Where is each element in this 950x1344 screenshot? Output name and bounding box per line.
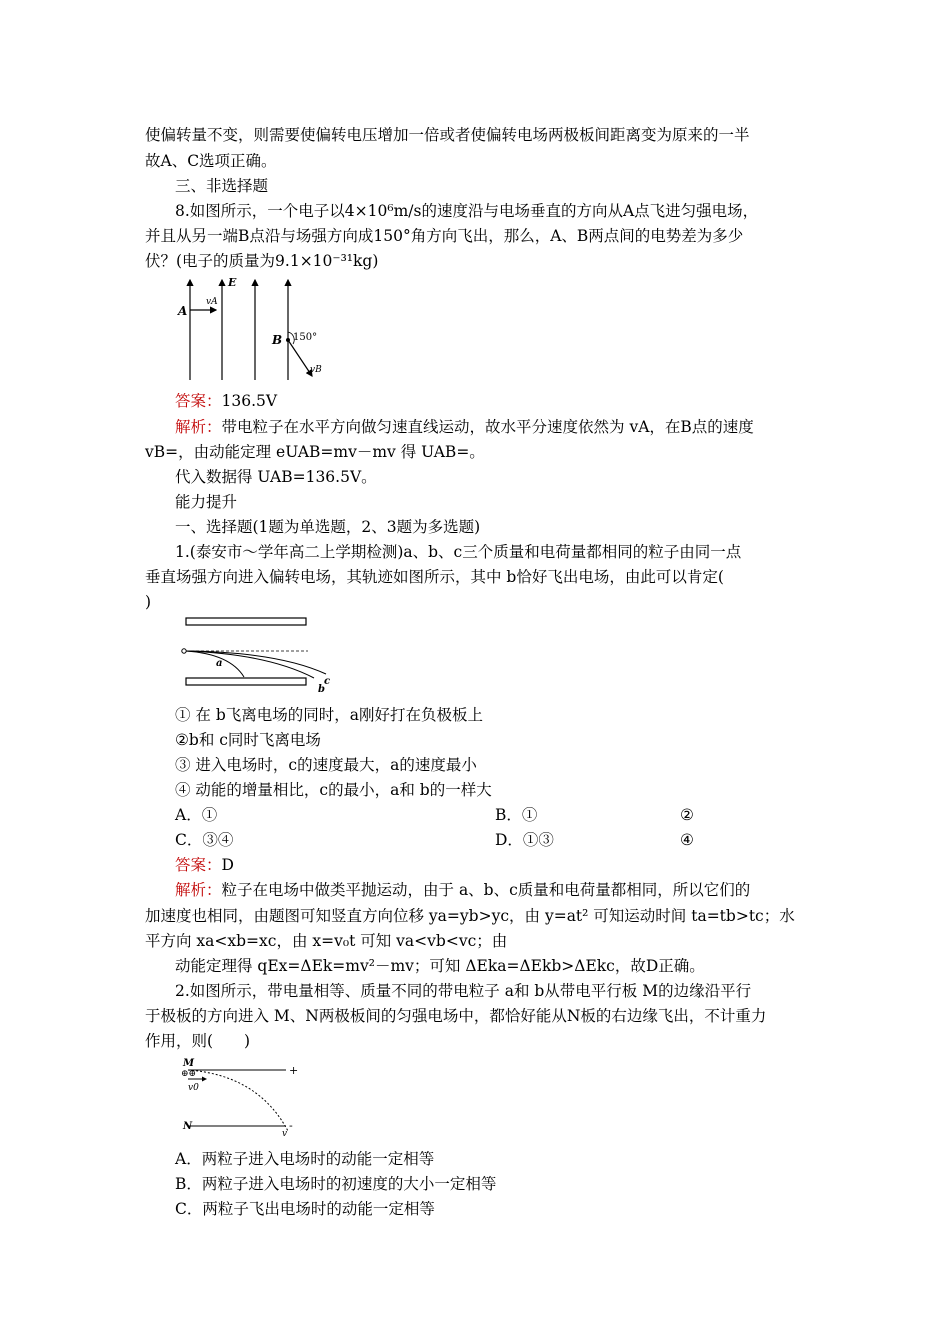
- question-8-line: 伏？(电子的质量为9.1×10⁻³¹kg): [145, 252, 379, 270]
- text-line: 使偏转量不变，则需要使偏转电压增加一倍或者使偏转电场两极板间距离变为原来的一半: [145, 126, 750, 144]
- analysis-label: 解析：: [175, 881, 222, 899]
- option-b: B．①: [495, 806, 538, 824]
- question-2-line: 于极板的方向进入 M、N两极板间的匀强电场中，都恰好能从N板的右边缘飞出，不计重力: [145, 1007, 767, 1025]
- velocity-a-label: vA: [206, 297, 218, 307]
- plate-m-label: M: [183, 1058, 195, 1069]
- angle-label: 150°: [293, 332, 318, 343]
- option-c: C．③④: [175, 831, 234, 849]
- charges-label: ⊕⊕: [181, 1069, 197, 1079]
- negative-terminal: -: [289, 1119, 293, 1132]
- question-1-line: 垂直场强方向进入偏转电场，其轨迹如图所示，其中 b恰好飞出电场，由此可以肯定(: [145, 568, 724, 586]
- option-a: A．①: [175, 806, 218, 824]
- question-2-line: 作用，则( ): [145, 1032, 251, 1050]
- question-1-line: 1.(泰安市～学年高二上学期检测)a、b、c三个质量和电荷量都相同的粒子由同一点: [175, 543, 742, 561]
- option-b-extra: ②: [680, 806, 694, 824]
- statement-item: ④ 动能的增量相比，c的最小，a和 b的一样大: [175, 781, 492, 799]
- statement-item: ③ 进入电场时，c的速度最大，a的速度最小: [175, 756, 477, 774]
- analysis-label: 解析：: [175, 418, 222, 436]
- answer-label: 答案：: [175, 392, 222, 410]
- analysis-line: 平方向 xa<xb=xc，由 x=v₀t 可知 va<vb<vc；由: [145, 932, 508, 950]
- answer-value: 136.5V: [221, 392, 278, 410]
- question-8-line: 并且从另一端B点沿与场强方向成150°角方向飞出，那么，A、B两点间的电势差为多少: [145, 227, 744, 245]
- option-a: A．两粒子进入电场时的动能一定相等: [175, 1150, 435, 1168]
- answer-line: [175, 854, 234, 876]
- analysis-line: [175, 879, 750, 901]
- trajectory-a-label: a: [216, 658, 223, 669]
- analysis-line: [175, 416, 754, 438]
- section-heading: 一、选择题(1题为单选题，2、3题为多选题): [175, 518, 481, 536]
- initial-velocity-label: v0: [188, 1083, 199, 1093]
- deflection-plates-figure: [178, 614, 338, 696]
- option-d: D．①③: [495, 831, 554, 849]
- option-b: B．两粒子进入电场时的初速度的大小一定相等: [175, 1175, 497, 1193]
- question-1-line: ): [145, 593, 152, 611]
- option-c: C．两粒子飞出电场时的动能一定相等: [175, 1200, 435, 1218]
- analysis-text: 带电粒子在水平方向做匀速直线运动，故水平分速度依然为 vA，在B点的速度: [221, 418, 754, 436]
- answer-value: D: [221, 856, 234, 874]
- analysis-line: vB=，由动能定理 eUAB=mv－mv 得 UAB=。: [145, 443, 485, 461]
- plate-n-label: N: [183, 1121, 193, 1132]
- section-heading: 能力提升: [175, 493, 238, 511]
- parallel-plates-figure: [178, 1055, 318, 1137]
- analysis-text: 粒子在电场中做类平抛运动，由于 a、b、c质量和电荷量都相同，所以它们的: [221, 881, 751, 899]
- section-heading: 三、非选择题: [175, 177, 269, 195]
- answer-label: 答案：: [175, 856, 222, 874]
- option-d-extra: ④: [680, 831, 694, 849]
- question-2-line: 2.如图所示，带电量相等、质量不同的带电粒子 a和 b从带电平行板 M的边缘沿平行: [175, 982, 752, 1000]
- analysis-line: 加速度也相同，由题图可知竖直方向位移 ya=yb>yc，由 y=at² 可知运动时间 ta=tb>tc；水: [145, 907, 795, 925]
- text-line: 故A、C选项正确。: [145, 152, 277, 170]
- velocity-b-label: vB: [310, 365, 322, 375]
- analysis-line: 动能定理得 qEx=ΔEk=mv²－mv；可知 ΔEka=ΔEkb>ΔEkc，故D正确。: [175, 957, 705, 975]
- positive-terminal: +: [289, 1064, 299, 1077]
- statement-item: ②b和 c同时飞离电场: [175, 731, 321, 749]
- trajectory-b-label: b: [318, 684, 325, 695]
- question-8-line: 8.如图所示，一个电子以4×10⁶m/s的速度沿与电场垂直的方向从A点飞进匀强电场，: [175, 202, 759, 220]
- trajectory-c-label: c: [324, 676, 331, 687]
- field-e-label: E: [228, 276, 237, 289]
- analysis-line: 代入数据得 UAB=136.5V。: [175, 468, 377, 486]
- point-a-label: A: [178, 304, 188, 318]
- statement-item: ① 在 b飞离电场的同时，a刚好打在负极板上: [175, 706, 484, 724]
- answer-line: [175, 390, 277, 412]
- electric-field-figure: [172, 272, 332, 384]
- exit-velocity-label: v: [282, 1129, 288, 1137]
- point-b-label: B: [272, 333, 283, 347]
